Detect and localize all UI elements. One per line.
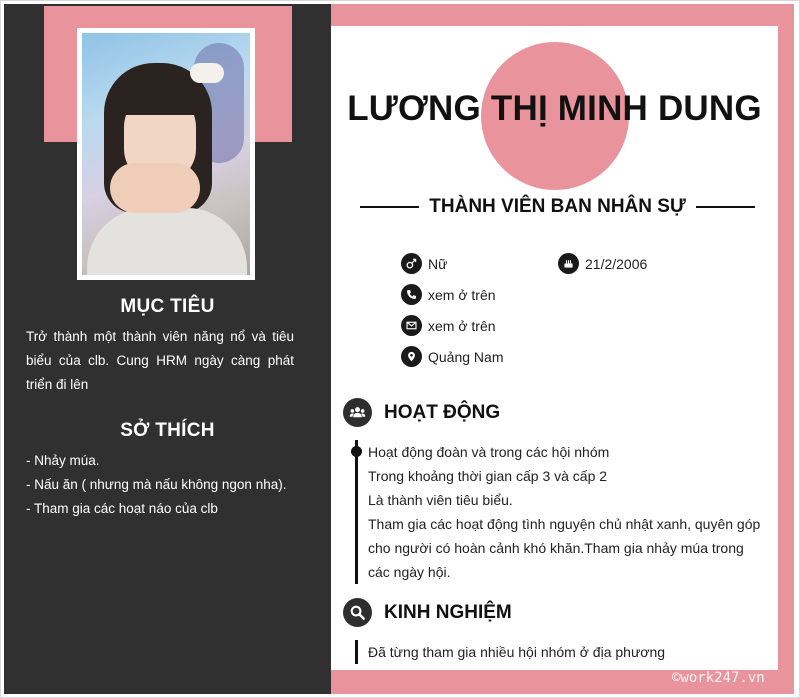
list-item: Là thành viên tiêu biểu. [368, 492, 513, 508]
list-item: Đã từng tham gia nhiều hội nhóm ở địa phương [368, 644, 666, 660]
address-value: Quảng Nam [428, 348, 504, 365]
gender-icon [401, 253, 422, 274]
watermark: ©work247.vn [672, 670, 765, 686]
experience-title: KINH NGHIỆM [384, 601, 512, 623]
profile-photo [82, 33, 250, 275]
envelope-icon [401, 315, 422, 336]
email-value: xem ở trên [428, 317, 496, 334]
role-label: THÀNH VIÊN BAN NHÂN SỰ [429, 196, 686, 217]
phone-row [401, 284, 496, 305]
group-icon [343, 398, 372, 427]
objective-title: MỤC TIÊU [120, 296, 215, 317]
list-item: cho người có hoàn cảnh khó khăn.Tham gia nhảy múa trong [368, 540, 744, 556]
divider [696, 206, 755, 208]
role-heading [360, 194, 755, 220]
address-row [401, 346, 503, 367]
divider [360, 206, 419, 208]
timeline-dot [351, 446, 362, 457]
hobby-title: SỞ THÍCH [120, 420, 215, 441]
activities-title: HOẠT ĐỘNG [384, 401, 501, 423]
map-pin-icon [401, 346, 422, 367]
gender-value: Nữ [428, 255, 448, 272]
timeline-line [355, 640, 358, 664]
experience-list [368, 640, 760, 664]
list-item: Trong khoảng thời gian cấp 3 và cấp 2 [368, 468, 608, 484]
list-item: các ngày hội. [368, 564, 451, 580]
list-item: - Nhảy múa. [26, 453, 100, 468]
avatar [77, 28, 255, 280]
hobby-list [26, 449, 316, 521]
birthday-row [558, 253, 647, 274]
list-item: Tham gia các hoạt động tình nguyện chủ nhật xanh, quyên góp [368, 516, 761, 532]
email-row [401, 315, 496, 336]
list-item: - Nấu ăn ( nhưng mà nấu không ngon nha). [26, 477, 287, 492]
gender-row [401, 253, 447, 274]
list-item: - Tham gia các hoạt náo của clb [26, 501, 218, 516]
phone-value: xem ở trên [428, 286, 496, 303]
activities-heading [343, 398, 500, 427]
timeline-line [355, 440, 358, 584]
phone-icon [401, 284, 422, 305]
search-icon [343, 598, 372, 627]
objective-text: Trở thành một thành viên năng nổ và tiêu biểu của clb. Cung HRM ngày càng phát triển đi lên [26, 329, 294, 392]
activities-list [368, 440, 760, 584]
birthday-value: 21/2/2006 [585, 255, 648, 272]
experience-heading [343, 598, 512, 627]
page-title: LƯƠNG THỊ MINH DUNG [347, 89, 762, 128]
cake-icon [558, 253, 579, 274]
list-item: Hoạt động đoàn và trong các hội nhóm [368, 444, 610, 460]
